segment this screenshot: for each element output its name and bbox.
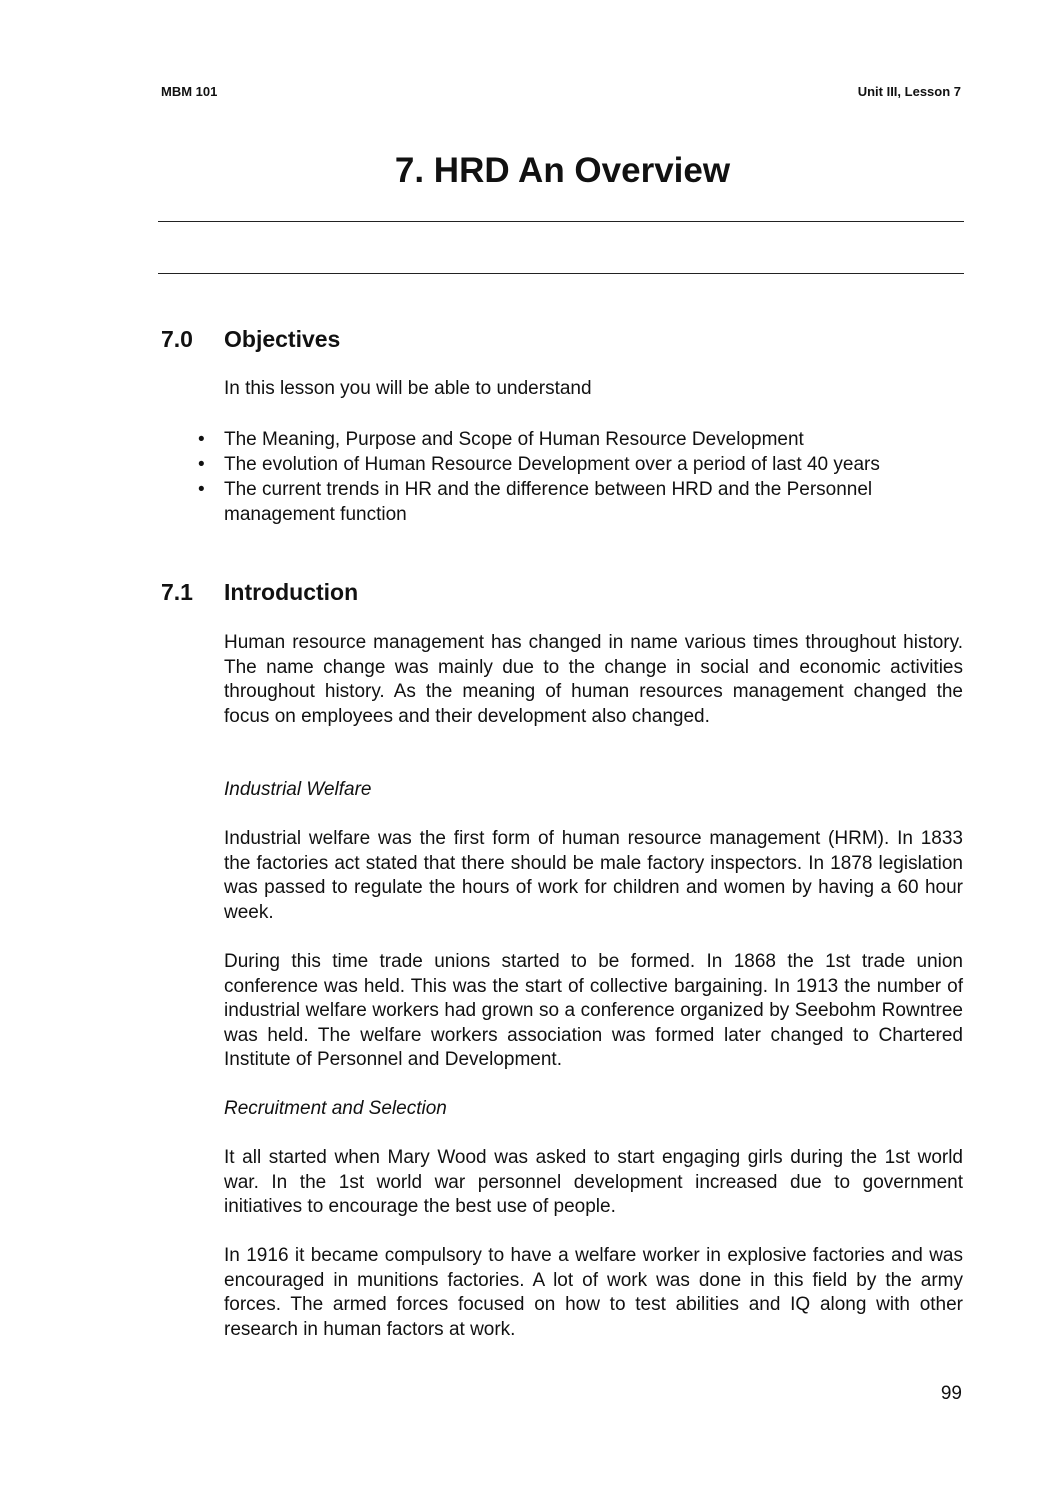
list-item: • The Meaning, Purpose and Scope of Human Resource Development xyxy=(198,429,804,450)
intro-paragraph-2: Industrial welfare was the first form of human resource management (HRM). In 1833 the factories act stated that there should be male factory inspectors. In 1878 legislation was passed to regulate the hours of work for children and women by having a 60 hour week. xyxy=(224,828,963,923)
subheading-industrial-welfare: Industrial Welfare xyxy=(224,779,372,800)
title-rule-bottom xyxy=(158,273,964,274)
objectives-intro: In this lesson you will be able to understand xyxy=(224,378,592,399)
subheading-recruitment-selection: Recruitment and Selection xyxy=(224,1098,447,1119)
section-number: 7.1 xyxy=(161,579,193,605)
title-rule-top xyxy=(158,221,964,222)
section-heading-objectives xyxy=(161,324,340,354)
page-title: 7. HRD An Overview xyxy=(394,151,731,190)
section-title: Introduction xyxy=(224,579,359,605)
bullet-icon: • xyxy=(198,454,205,475)
intro-paragraph-5: In 1916 it became compulsory to have a welfare worker in explosive factories and was encouraged in munitions factories. A lot of work was done in this field by the army forces. The armed forces focused on how to test abilities and IQ along with other research in human factors at work. xyxy=(224,1245,963,1340)
header-unit-lesson: Unit III, Lesson 7 xyxy=(857,84,961,99)
bullet-icon: • xyxy=(198,429,205,450)
section-heading-introduction xyxy=(161,577,358,607)
intro-paragraph-4: It all started when Mary Wood was asked to start engaging girls during the 1st world war. In the 1st world war personnel development increased due to government initiatives to encourage the best use of people. xyxy=(224,1147,963,1218)
section-title: Objectives xyxy=(224,326,341,352)
list-item: • The current trends in HR and the difference between HRD and the Personnel management function xyxy=(198,479,873,525)
bullet-icon: • xyxy=(198,479,205,500)
list-item: • The evolution of Human Resource Development over a period of last 40 years xyxy=(198,454,880,475)
section-number: 7.0 xyxy=(161,326,193,352)
page-number: 99 xyxy=(940,1383,962,1404)
header-course-code: MBM 101 xyxy=(161,84,218,99)
objectives-list xyxy=(198,427,963,527)
intro-paragraph-1: Human resource management has changed in name various times throughout history. The name change was mainly due to the change in social and economic activities throughout history. As the meaning of human resources management changed the focus on employees and their development also changed. xyxy=(224,632,963,727)
intro-paragraph-3: During this time trade unions started to be formed. In 1868 the 1st trade union conference was held. This was the start of collective bargaining. In 1913 the number of industrial welfare workers had grown so a conference organized by Seebohm Rowntree was held. The welfare workers association was formed later changed to Chartered Institute of Personnel and Development. xyxy=(224,951,963,1071)
